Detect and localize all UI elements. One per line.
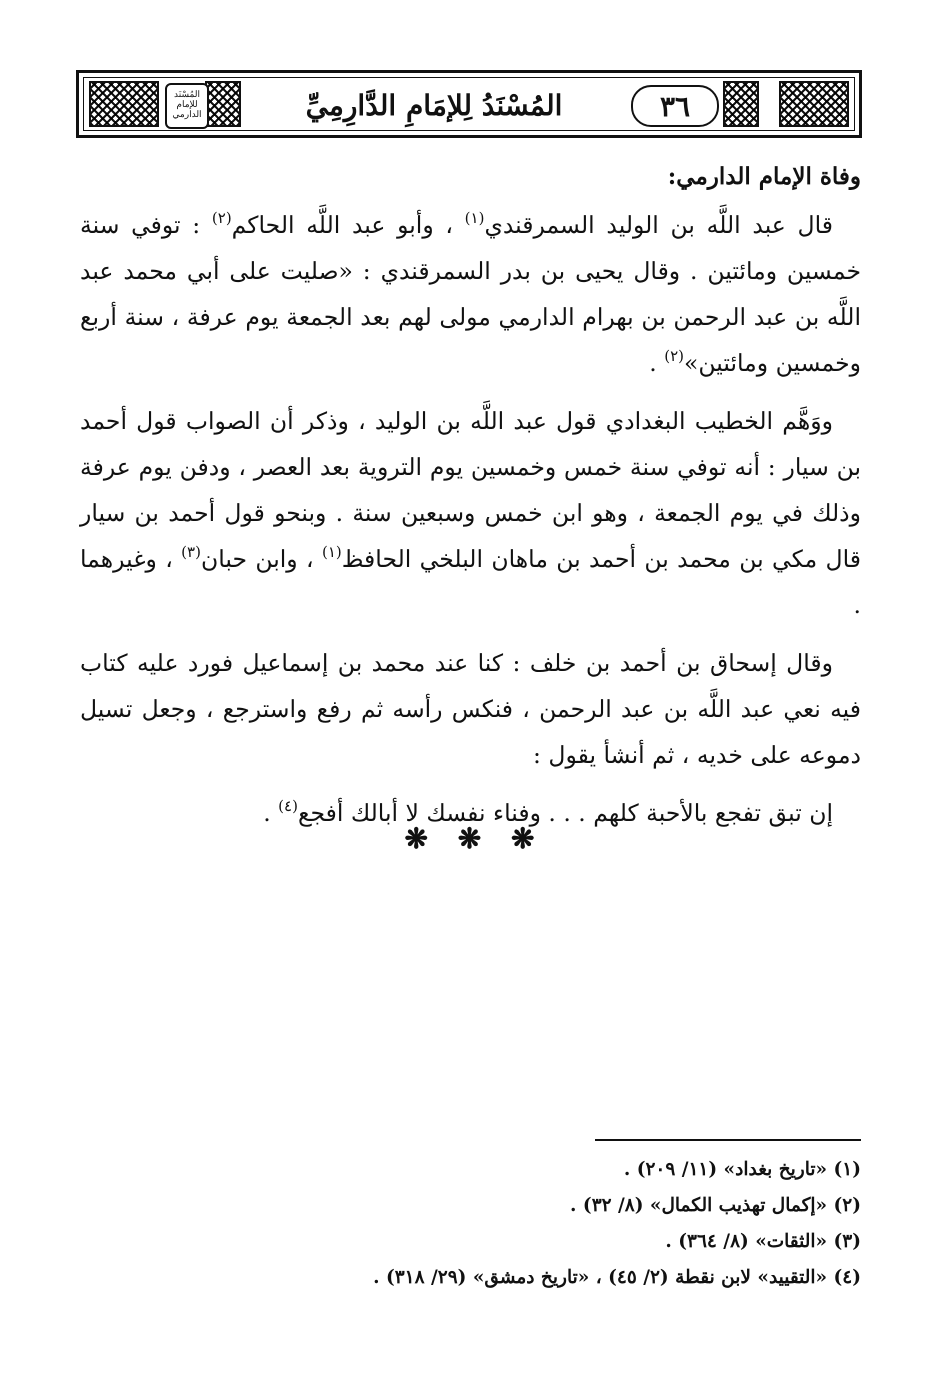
ornament-mid-right-icon [723, 81, 759, 127]
main-text [80, 154, 861, 836]
section-heading: وفاة الإمام الدارمي: [667, 163, 861, 190]
paragraph-3 [80, 640, 861, 778]
poem-verse-end: . [263, 799, 271, 827]
footnote-ref: (١) [464, 209, 485, 227]
paragraph-1-text-a: قال عبد اللَّه بن الوليد السمرقندي [484, 211, 833, 239]
running-title: المُسْنَدُ لِلإمَامِ الدَّارِمِيِّ [305, 88, 563, 122]
paragraph-2 [80, 398, 861, 628]
footnotes [80, 1152, 861, 1296]
paragraph-1-text-c: : توفي سنة خمسين ومائتين . وقال يحيى بن بدر السمرقندي : «صليت على أبي محمد عبد اللَّه بن عبد الرحمن بن بهرام الدارمي مولى لهم بعد الجمعة يوم عرفة ، سنة أربع وخمسين ومائتين» [80, 211, 861, 377]
ornament-left-icon [89, 81, 159, 127]
footnote-4: (٤) «التقييد» لابن نقطة (٢/ ٤٥) ، «تاريخ دمشق» (٢٩/ ٣١٨) . [373, 1267, 861, 1288]
footnote-ref: (٢) [664, 347, 685, 365]
footnote-ref: (٣) [181, 543, 201, 561]
poem-verse-text: إن تبق تفجع بالأحبة كلهم . . . وفناء نفسك لا أبالك أفجع [297, 799, 833, 827]
footnote-ref: (٢) [211, 209, 232, 227]
footnote-ref: (١) [321, 543, 342, 561]
running-header [76, 70, 862, 138]
footnote-3: (٣) «الثقات» (٨/ ٣٦٤) . [665, 1231, 861, 1252]
page-number: ٣٦ [631, 85, 719, 127]
paragraph-3-text: وقال إسحاق بن أحمد بن خلف : كنا عند محمد بن إسماعيل فورد عليه كتاب فيه نعي عبد اللَّه بن عبد الرحمن ، فنكس رأسه ثم رفع واسترجع ، وجعل تسيل دموعه على خديه ، ثم أنشأ يقول : [80, 649, 861, 769]
footnote-divider [595, 1139, 861, 1141]
section-separator: ❋ ❋ ❋ [404, 822, 545, 855]
paragraph-2-text-a: ووَهَّم الخطيب البغدادي قول عبد اللَّه بن الوليد ، وذكر أن الصواب قول أحمد بن سيار : أنه توفي سنة خمس وخمسين يوم التروية بعد العصر ، ودفن يوم عرفة وذلك في يوم الجمعة ، وهو ابن خمس وسبعين سنة . وبنحو قول أحمد بن سيار قال مكي بن محمد بن أحمد بن ماهان البلخي الحافظ [80, 407, 861, 573]
footnote-1: (١) «تاريخ بغداد» (١١/ ٢٠٩) . [623, 1159, 861, 1180]
ornament-mid-left-icon [205, 81, 241, 127]
paragraph-2-text-b: ، وابن حبان [200, 545, 314, 573]
paragraph-2-text-c: ، وغيرهما . [80, 545, 861, 619]
paragraph-1-text-b: ، وأبو عبد اللَّه الحاكم [231, 211, 453, 239]
footnote-ref: (٤) [278, 797, 298, 815]
book-seal-icon: المُسْنَد للإمام الدارمي [165, 83, 209, 129]
paragraph-1-text-d: . [649, 349, 657, 377]
paragraph-1 [80, 202, 861, 386]
ornament-right-icon [779, 81, 849, 127]
footnote-2: (٢) «إكمال تهذيب الكمال» (٨/ ٣٢) . [570, 1195, 861, 1216]
